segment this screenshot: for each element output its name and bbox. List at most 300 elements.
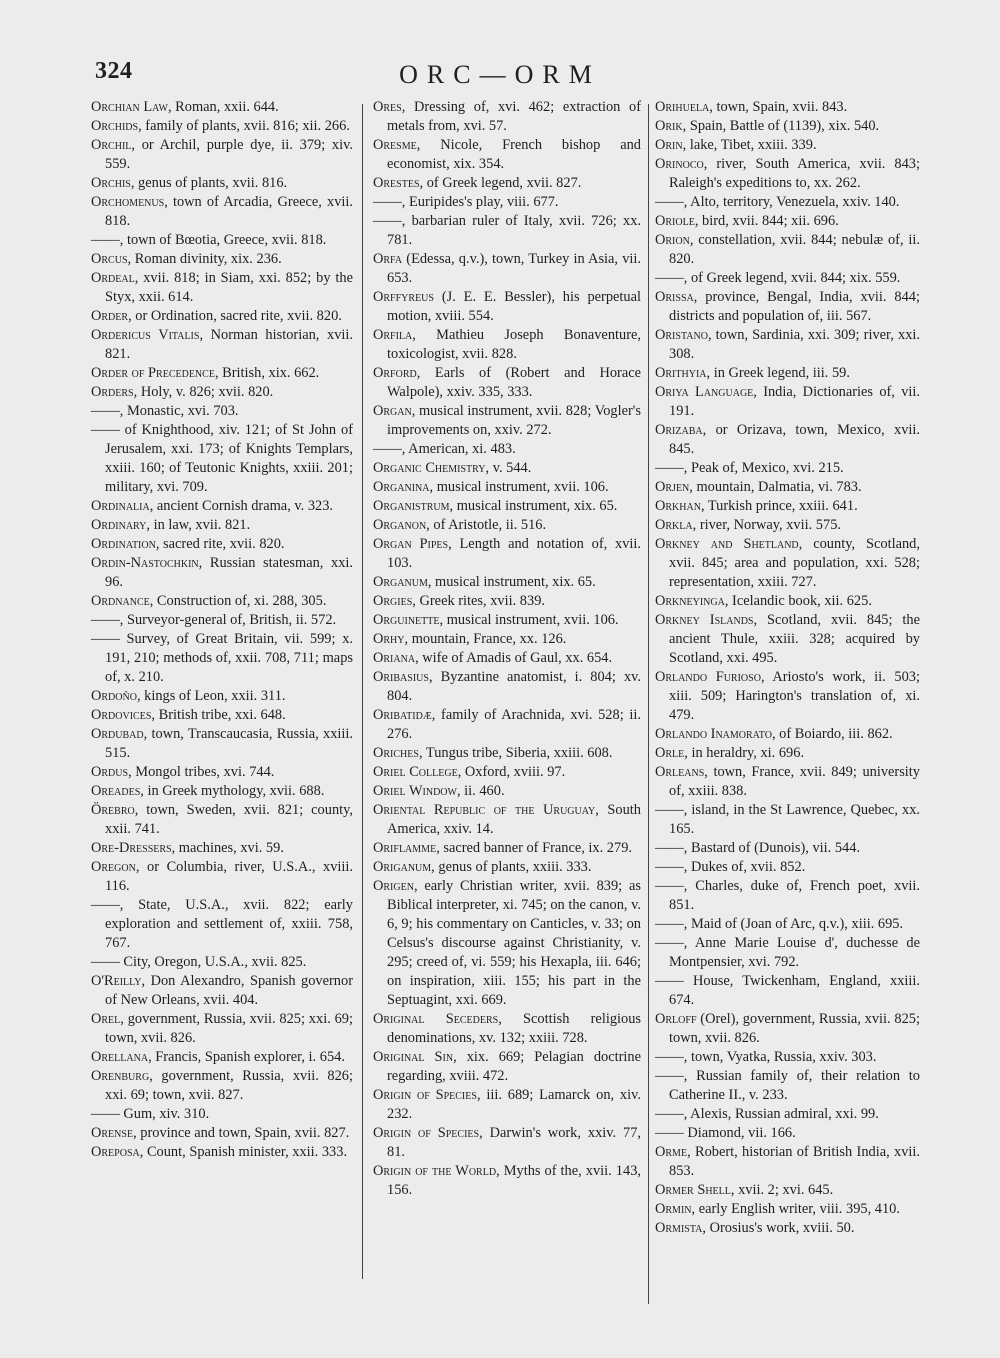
entry-text: , musical instrument, xvii. 106. <box>429 479 609 495</box>
index-entry <box>655 1219 920 1238</box>
entry-text: , Scottish religious denominations, xv. 132; xxiii. 728. <box>387 1011 641 1046</box>
entry-text: , constellation, xvii. 844; nebulæ of, ii. 820. <box>669 232 920 267</box>
index-entry <box>91 554 353 592</box>
column-rule-right <box>648 104 649 1304</box>
entry-text: , Russian statesman, xxi. 96. <box>105 555 353 590</box>
entry-headword: Orkla <box>655 517 693 533</box>
entry-text: —— House, Twickenham, England, xxiii. 674. <box>655 973 920 1008</box>
entry-headword: Organistrum <box>373 498 450 514</box>
index-entry <box>373 744 641 763</box>
entry-headword: Orfa <box>373 251 403 267</box>
entry-text: , iii. 689; Lamarck on, xiv. 232. <box>387 1087 641 1122</box>
index-entry <box>373 763 641 782</box>
index-entry <box>373 630 641 649</box>
entry-text: , in law, xvii. 821. <box>146 517 251 533</box>
index-entry <box>91 383 353 402</box>
entry-headword: Oribatidæ <box>373 707 432 723</box>
index-entry <box>91 535 353 554</box>
entry-text: ——, Bastard of (Dunois), vii. 544. <box>655 840 861 856</box>
entry-text: , Norman historian, xvii. 821. <box>105 327 353 362</box>
entry-text: , of Greek legend, xvii. 827. <box>419 175 582 191</box>
entry-text: , in Greek legend, iii. 59. <box>706 365 850 381</box>
index-entry <box>655 877 920 915</box>
entry-headword: Orders <box>91 384 134 400</box>
entry-text: ——, barbarian ruler of Italy, xvii. 726; xx. 781. <box>373 213 641 248</box>
entry-text: , town, Sweden, xvii. 821; county, xxii. 741. <box>105 802 353 837</box>
index-entry <box>655 744 920 763</box>
entry-text: , Roman, xxii. 644. <box>167 99 279 115</box>
entry-headword: Ordnance <box>91 593 150 609</box>
index-entry <box>91 497 353 516</box>
index-entry <box>655 535 920 592</box>
entry-headword: Orguinette <box>373 612 440 628</box>
entry-text: ——, Peak of, Mexico, xvi. 215. <box>655 460 844 476</box>
index-entry <box>373 1048 641 1086</box>
entry-text: , Construction of, xi. 288, 305. <box>149 593 327 609</box>
entry-headword: Orfila <box>373 327 413 343</box>
entry-headword: Orcus <box>91 251 128 267</box>
index-entry <box>91 1143 353 1162</box>
entry-headword: Orellana <box>91 1049 149 1065</box>
index-entry <box>655 1124 920 1143</box>
index-entry <box>91 174 353 193</box>
entry-text: , Greek rites, xvii. 839. <box>412 593 545 609</box>
column-rule-left <box>362 104 363 1279</box>
index-entry <box>91 364 353 383</box>
entry-headword: Orchomenus <box>91 194 165 210</box>
entry-text: (Edessa, q.v.), town, Turkey in Asia, vii. 653. <box>387 251 641 286</box>
index-entry <box>91 687 353 706</box>
index-entry <box>91 611 353 630</box>
index-entry <box>373 573 641 592</box>
index-entry <box>91 1067 353 1105</box>
entry-headword: Ordin-Nastochkin <box>91 555 199 571</box>
index-entry <box>373 801 641 839</box>
entry-headword: Orkneyinga <box>655 593 725 609</box>
index-entry <box>655 117 920 136</box>
entry-text: , family of Arachnida, xvi. 528; ii. 276. <box>387 707 641 742</box>
entry-text: , kings of Leon, xxii. 311. <box>136 688 286 704</box>
entry-text: ——, Russian family of, their relation to Catherine II., v. 233. <box>655 1068 920 1103</box>
index-entry <box>655 269 920 288</box>
index-entry <box>655 478 920 497</box>
entry-text: , Darwin's work, xxiv. 77, 81. <box>387 1125 641 1160</box>
entry-headword: Oriflamme <box>373 840 437 856</box>
index-entry <box>655 1010 920 1048</box>
entry-text: , mountain, France, xx. 126. <box>404 631 567 647</box>
index-entry <box>91 1124 353 1143</box>
index-entry <box>655 1200 920 1219</box>
entry-text: (Orel), government, Russia, xvii. 825; town, xvii. 826. <box>669 1011 920 1046</box>
entry-headword: Orithyia <box>655 365 707 381</box>
entry-text: ——, Maid of (Joan of Arc, q.v.), xiii. 695. <box>655 916 904 932</box>
entry-headword: Ordericus Vitalis <box>91 327 200 343</box>
entry-text: ——, Anne Marie Louise d', duchesse de Montpensier, xvi. 792. <box>655 935 920 970</box>
entry-text: , British tribe, xxi. 648. <box>151 707 286 723</box>
index-entry <box>655 839 920 858</box>
entry-text: ——, town, Vyatka, Russia, xxiv. 303. <box>655 1049 877 1065</box>
entry-text: , sacred banner of France, ix. 279. <box>436 840 632 856</box>
entry-headword: Örebro <box>91 802 135 818</box>
entry-text: , Robert, historian of British India, xvii. 853. <box>669 1144 920 1179</box>
entry-text: , musical instrument, xvii. 828; Vogler's improvements on, xxiv. 272. <box>387 403 641 438</box>
index-entry <box>655 858 920 877</box>
entry-text: , town, Sardinia, xxi. 309; river, xxi. 308. <box>669 327 920 362</box>
entry-headword: Origen <box>373 878 414 894</box>
index-entry <box>373 440 641 459</box>
index-entry <box>91 782 353 801</box>
index-entry <box>373 1010 641 1048</box>
entry-headword: Orloff <box>655 1011 697 1027</box>
index-entry <box>655 212 920 231</box>
entry-headword: Ormer Shell <box>655 1182 731 1198</box>
entry-text: , government, Russia, xvii. 825; xxi. 69; town, xvii. 826. <box>105 1011 353 1046</box>
entry-text: ——, Dukes of, xvii. 852. <box>655 859 806 875</box>
entry-headword: Orissa <box>655 289 694 305</box>
index-entry <box>91 269 353 307</box>
entry-headword: Orin <box>655 137 683 153</box>
index-entry <box>655 98 920 117</box>
index-entry <box>373 174 641 193</box>
index-entry <box>91 516 353 535</box>
entry-text: , or Ordination, sacred rite, xvii. 820. <box>128 308 342 324</box>
index-entry <box>655 668 920 725</box>
entry-headword: Ordubad <box>91 726 144 742</box>
index-entry <box>373 364 641 402</box>
entry-headword: Ordeal <box>91 270 135 286</box>
entry-text: , or Columbia, river, U.S.A., xviii. 116. <box>105 859 353 894</box>
entry-text: ——, town of Bœotia, Greece, xvii. 818. <box>91 232 327 248</box>
entry-headword: Organum <box>373 574 428 590</box>
entry-headword: Organina <box>373 479 430 495</box>
page-number: 324 <box>95 58 133 84</box>
index-entry <box>655 915 920 934</box>
index-entry <box>91 250 353 269</box>
entry-text: ——, Charles, duke of, French poet, xvii. 851. <box>655 878 920 913</box>
entry-headword: Orgies <box>373 593 413 609</box>
index-entry <box>91 858 353 896</box>
entry-text: , Dressing of, xvi. 462; extraction of metals from, xvi. 57. <box>387 99 641 134</box>
entry-headword: Oriana <box>373 650 416 666</box>
index-entry <box>655 1048 920 1067</box>
entry-text: , musical instrument, xix. 65. <box>449 498 618 514</box>
entry-headword: Ordus <box>91 764 129 780</box>
entry-text: , xvii. 2; xvi. 645. <box>730 1182 834 1198</box>
entry-headword: Ordoño <box>91 688 137 704</box>
index-entry <box>373 649 641 668</box>
entry-headword: Order of Precedence <box>91 365 215 381</box>
entry-headword: Oriel College <box>373 764 458 780</box>
entry-headword: Ore-Dressers <box>91 840 172 856</box>
entry-text: , South America, xxiv. 14. <box>387 802 641 837</box>
index-entry <box>91 307 353 326</box>
entry-text: , Don Alexandro, Spanish governor of New Orleans, xvii. 404. <box>105 973 353 1008</box>
index-entry <box>655 364 920 383</box>
index-entry <box>373 98 641 136</box>
entry-headword: Orford <box>373 365 417 381</box>
entry-text: , town, Spain, xvii. 843. <box>709 99 848 115</box>
index-entry <box>655 459 920 478</box>
index-entry <box>91 1010 353 1048</box>
index-entry <box>373 611 641 630</box>
entry-headword: Oriches <box>373 745 419 761</box>
entry-text: , in heraldry, xi. 696. <box>684 745 805 761</box>
entry-text: (J. E. E. Bessler), his perpetual motion, xviii. 554. <box>387 289 641 324</box>
index-entry <box>373 478 641 497</box>
entry-text: , India, Dictionaries of, vii. 191. <box>669 384 921 419</box>
entry-text: , ii. 460. <box>456 783 505 799</box>
index-entry <box>91 801 353 839</box>
index-entry <box>91 1048 353 1067</box>
entry-headword: Origanum <box>373 859 432 875</box>
entry-headword: Oresme <box>373 137 417 153</box>
index-entry <box>655 421 920 459</box>
index-entry <box>373 516 641 535</box>
entry-text: , family of plants, xvii. 816; xii. 266. <box>138 118 350 134</box>
index-entry <box>91 136 353 174</box>
entry-text: , xix. 669; Pelagian doctrine regarding, xviii. 472. <box>387 1049 642 1084</box>
entry-headword: Ordovices <box>91 707 152 723</box>
entry-headword: Orjen <box>655 479 690 495</box>
entry-headword: Oriel Window <box>373 783 457 799</box>
entry-text: , Mongol tribes, xvi. 744. <box>128 764 275 780</box>
index-entry <box>373 212 641 250</box>
entry-text: , Roman divinity, xix. 236. <box>127 251 282 267</box>
index-entry <box>373 1086 641 1124</box>
index-entry <box>373 1124 641 1162</box>
entry-text: —— Diamond, vii. 166. <box>655 1125 796 1141</box>
index-entry <box>655 934 920 972</box>
column-middle <box>373 98 641 1200</box>
index-entry <box>91 896 353 953</box>
entry-text: , Tungus tribe, Siberia, xxiii. 608. <box>418 745 613 761</box>
index-entry <box>373 592 641 611</box>
entry-headword: Oregon <box>91 859 136 875</box>
index-entry <box>373 288 641 326</box>
entry-text: , province and town, Spain, xvii. 827. <box>133 1125 350 1141</box>
entry-headword: Orleans <box>655 764 705 780</box>
entry-text: , Orosius's work, xviii. 50. <box>702 1220 855 1236</box>
entry-headword: Orizaba <box>655 422 703 438</box>
index-entry <box>91 763 353 782</box>
entry-text: , musical instrument, xvii. 106. <box>439 612 619 628</box>
index-entry <box>655 326 920 364</box>
entry-headword: Oriya Language <box>655 384 754 400</box>
entry-headword: Origin of Species <box>373 1087 477 1103</box>
entry-headword: Orlando Furioso <box>655 669 761 685</box>
entry-text: , Length and notation of, xvii. 103. <box>387 536 642 571</box>
index-entry <box>91 231 353 250</box>
entry-headword: Ordinalia <box>91 498 150 514</box>
entry-headword: Oreposa <box>91 1144 140 1160</box>
entry-headword: Orense <box>91 1125 134 1141</box>
index-entry <box>373 668 641 706</box>
entry-text: , of Boiardo, iii. 862. <box>771 726 893 742</box>
index-entry <box>655 725 920 744</box>
entry-headword: Original Seceders <box>373 1011 499 1027</box>
index-entry <box>373 839 641 858</box>
entry-headword: Orkney and Shetland <box>655 536 799 552</box>
index-entry <box>91 98 353 117</box>
index-entry <box>373 193 641 212</box>
entry-text: , early Christian writer, xvii. 839; as Biblical interpreter, xi. 745; on the canon, v. 6, 9; his commentary on Canticles, v. 33; on Celsus's discourse against Christianity, v. 295; creed of, vi. 559; his Hexapla, iii. 646; on inspiration, xiii. 155; his part in the Septuagint, xxi. 669. <box>387 878 641 1008</box>
index-entry <box>91 1105 353 1124</box>
entry-text: , Francis, Spanish explorer, i. 654. <box>148 1049 345 1065</box>
index-entry <box>373 706 641 744</box>
entry-text: , river, South America, xvii. 843; Raleigh's expeditions to, xx. 262. <box>669 156 920 191</box>
entry-text: , mountain, Dalmatia, vi. 783. <box>689 479 862 495</box>
index-entry <box>655 801 920 839</box>
entry-headword: Orffyreus <box>373 289 434 305</box>
entry-text: , in Greek mythology, xvii. 688. <box>140 783 325 799</box>
entry-text: , Earls of (Robert and Horace Walpole), xxiv. 335, 333. <box>387 365 641 400</box>
entry-headword: Orik <box>655 118 683 134</box>
index-entry <box>91 193 353 231</box>
index-entry <box>655 1067 920 1105</box>
entry-text: ——, State, U.S.A., xvii. 822; early exploration and settlement of, xxiii. 758, 767. <box>91 897 353 951</box>
index-entry <box>655 516 920 535</box>
entry-headword: Orhy <box>373 631 405 647</box>
entry-text: , bird, xvii. 844; xii. 696. <box>694 213 839 229</box>
index-entry <box>655 383 920 421</box>
entry-headword: Orel <box>91 1011 121 1027</box>
entry-text: , county, Scotland, xvii. 845; area and population, xxi. 528; representation, xxiii. 727. <box>669 536 920 590</box>
entry-text: , town, France, xvii. 849; university of, xxiii. 838. <box>669 764 920 799</box>
index-entry <box>373 782 641 801</box>
entry-text: , Count, Spanish minister, xxii. 333. <box>139 1144 348 1160</box>
entry-text: , ancient Cornish drama, v. 323. <box>149 498 334 514</box>
running-head: ORC—ORM <box>399 60 601 89</box>
index-entry <box>655 497 920 516</box>
index-entry <box>373 497 641 516</box>
entry-text: , wife of Amadis of Gaul, xx. 654. <box>415 650 613 666</box>
entry-headword: Oreades <box>91 783 141 799</box>
entry-headword: Orle <box>655 745 685 761</box>
entry-text: ——, Alto, territory, Venezuela, xxiv. 140. <box>655 194 900 210</box>
entry-headword: Ordinary <box>91 517 147 533</box>
entry-headword: Orme <box>655 1144 688 1160</box>
entry-text: , Mathieu Joseph Bonaventure, toxicologist, xvii. 828. <box>387 327 641 362</box>
entry-text: —— City, Oregon, U.S.A., xvii. 825. <box>91 954 307 970</box>
entry-headword: O'Reilly <box>91 973 142 989</box>
entry-text: ——, American, xi. 483. <box>373 441 516 457</box>
index-entry <box>655 231 920 269</box>
entry-headword: Orkhan <box>655 498 701 514</box>
index-entry <box>91 706 353 725</box>
entry-headword: Order <box>91 308 129 324</box>
index-entry <box>373 402 641 440</box>
entry-text: , government, Russia, xvii. 826; xxi. 69; town, xvii. 827. <box>105 1068 353 1103</box>
entry-headword: Organon <box>373 517 427 533</box>
entry-headword: Orchian Law <box>91 99 168 115</box>
entry-text: , sacred rite, xvii. 820. <box>155 536 285 552</box>
index-entry <box>91 630 353 687</box>
entry-headword: Oristano <box>655 327 708 343</box>
entry-text: ——, of Greek legend, xvii. 844; xix. 559. <box>655 270 901 286</box>
index-entry <box>91 421 353 497</box>
entry-headword: Oriole <box>655 213 695 229</box>
entry-text: , Turkish prince, xxiii. 641. <box>700 498 858 514</box>
entry-text: , Oxford, xviii. 97. <box>457 764 566 780</box>
entry-text: —— Survey, of Great Britain, vii. 599; x. 191, 210; methods of, xxii. 708, 711; maps of, x. 210. <box>91 631 353 685</box>
entry-text: , genus of plants, xxiii. 333. <box>431 859 592 875</box>
entry-text: ——, Euripides's play, viii. 677. <box>373 194 559 210</box>
index-entry <box>655 288 920 326</box>
entry-headword: Orkney Islands <box>655 612 754 628</box>
entry-text: , of Aristotle, ii. 516. <box>426 517 547 533</box>
entry-text: , Icelandic book, xii. 625. <box>724 593 872 609</box>
index-entry <box>373 1162 641 1200</box>
entry-text: , or Archil, purple dye, ii. 379; xiv. 559. <box>105 137 353 172</box>
entry-text: , xvii. 818; in Siam, xxi. 852; by the Styx, xxii. 614. <box>105 270 353 305</box>
index-entry <box>91 592 353 611</box>
column-left <box>91 98 353 1162</box>
entry-text: , British, xix. 662. <box>214 365 320 381</box>
index-entry <box>655 592 920 611</box>
entry-text: , river, Norway, xvii. 575. <box>692 517 841 533</box>
entry-headword: Orchis <box>91 175 131 191</box>
index-entry <box>373 459 641 478</box>
index-entry <box>373 326 641 364</box>
entry-headword: Organ <box>373 403 412 419</box>
entry-headword: Ormin <box>655 1201 692 1217</box>
index-entry <box>655 155 920 193</box>
entry-headword: Ormista <box>655 1220 703 1236</box>
entry-headword: Oriental Republic of the Uruguay <box>373 802 596 818</box>
entry-text: , province, Bengal, India, xvii. 844; districts and population of, iii. 567. <box>669 289 920 324</box>
entry-headword: Orinoco <box>655 156 704 172</box>
index-entry <box>373 250 641 288</box>
index-entry <box>655 1105 920 1124</box>
index-entry <box>91 953 353 972</box>
entry-text: , musical instrument, xix. 65. <box>427 574 596 590</box>
entry-headword: Orenburg <box>91 1068 150 1084</box>
entry-text: , genus of plants, xvii. 816. <box>130 175 288 191</box>
entry-headword: Ores <box>373 99 402 115</box>
entry-text: ——, Surveyor-general of, British, ii. 572. <box>91 612 337 628</box>
index-entry <box>91 326 353 364</box>
entry-text: ——, island, in the St Lawrence, Quebec, xx. 165. <box>655 802 920 837</box>
entry-headword: Orchids <box>91 118 139 134</box>
entry-text: , Scotland, xvii. 845; the ancient Thule, xxiii. 328; acquired by Scotland, xxi. 495. <box>669 612 920 666</box>
entry-text: —— of Knighthood, xiv. 121; of St John of Jerusalem, xxi. 173; of Knights Templars, xxiii. 160; of Teutonic Knights, xxiii. 201; military, xvi. 709. <box>91 422 353 495</box>
index-entry <box>655 611 920 668</box>
entry-headword: Oribasius <box>373 669 429 685</box>
index-entry <box>91 972 353 1010</box>
entry-headword: Orihuela <box>655 99 710 115</box>
entry-text: , town of Arcadia, Greece, xvii. 818. <box>105 194 353 229</box>
entry-headword: Orlando Inamorato <box>655 726 772 742</box>
index-entry <box>373 877 641 1010</box>
entry-text: , Nicole, French bishop and economist, xix. 354. <box>387 137 641 172</box>
column-right <box>655 98 920 1238</box>
entry-headword: Origin of the World <box>373 1163 497 1179</box>
entry-headword: Ordination <box>91 536 156 552</box>
index-entry <box>655 763 920 801</box>
entry-headword: Orestes <box>373 175 420 191</box>
entry-text: , v. 544. <box>485 460 532 476</box>
entry-headword: Organic Chemistry <box>373 460 486 476</box>
entry-text: , town, Transcaucasia, Russia, xxiii. 515. <box>105 726 353 761</box>
entry-text: ——, Alexis, Russian admiral, xxi. 99. <box>655 1106 879 1122</box>
entry-text: , Spain, Battle of (1139), xix. 540. <box>682 118 880 134</box>
entry-text: , Byzantine anatomist, i. 804; xv. 804. <box>387 669 641 704</box>
entry-text: , machines, xvi. 59. <box>171 840 284 856</box>
entry-text: , early English writer, viii. 395, 410. <box>691 1201 900 1217</box>
entry-text: , Myths of the, xvii. 143, 156. <box>387 1163 641 1198</box>
entry-text: , lake, Tibet, xxiii. 339. <box>682 137 817 153</box>
entry-headword: Origin of Species <box>373 1125 480 1141</box>
